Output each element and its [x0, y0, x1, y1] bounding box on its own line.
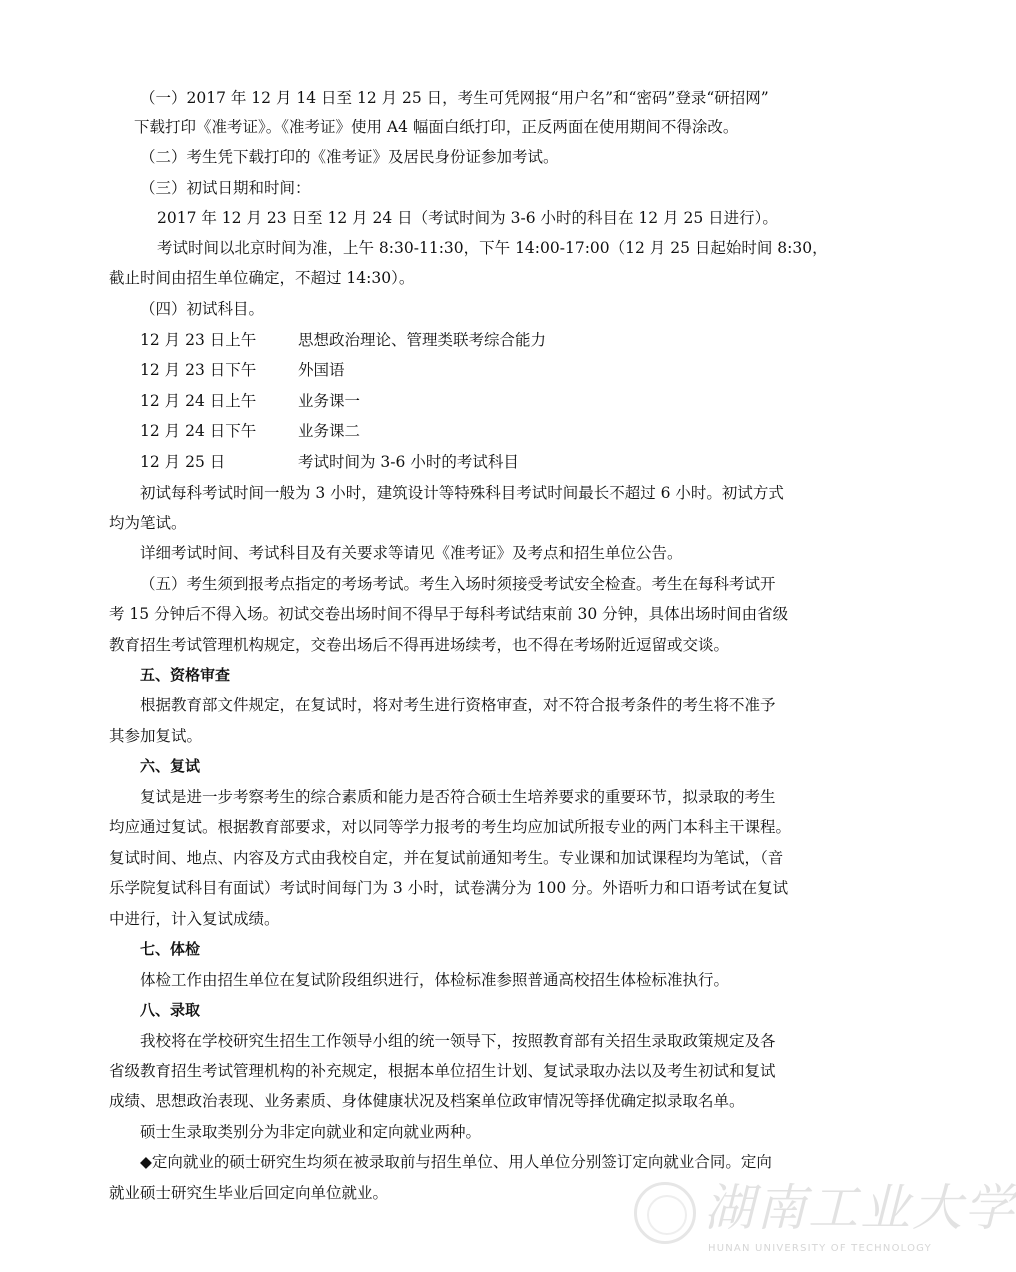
paragraph-line: 详细考试时间、考试科目及有关要求等请见《准考证》及考点和招生单位公告。	[140, 544, 683, 562]
paragraph-line: 乐学院复试科目有面试）考试时间每门为 3 小时，试卷满分为 100 分。外语听力和口语考试在复试	[109, 879, 789, 897]
paragraph-line: 均应通过复试。根据教育部要求，对以同等学力报考的考生均应加试所报专业的两门本科主干课程。	[109, 818, 792, 836]
paragraph-line: 下载打印《准考证》。《准考证》使用 A4 幅面白纸打印，正反两面在使用期间不得涂改。	[134, 118, 739, 136]
university-name-watermark: 湖南工业大学	[704, 1179, 1016, 1237]
paragraph-line: 考 15 分钟后不得入场。初试交卷出场时间不得早于每科考试结束前 30 分钟，具体出场时间由省级	[109, 605, 789, 623]
paragraph-line: 体检工作由招生单位在复试阶段组织进行，体检标准参照普通高校招生体检标准执行。	[140, 971, 730, 989]
paragraph-line: 截止时间由招生单位确定，不超过 14:30）。	[109, 269, 415, 287]
university-seal-watermark	[634, 1182, 696, 1244]
paragraph-line: 根据教育部文件规定，在复试时，将对考生进行资格审查，对不符合报考条件的考生将不准予	[140, 696, 776, 714]
paragraph-line: 中进行，计入复试成绩。	[109, 910, 280, 928]
schedule-subject: 业务课二	[298, 422, 361, 440]
paragraph-line: 复试是进一步考察考生的综合素质和能力是否符合硕士生培养要求的重要环节，拟录取的考生	[140, 788, 776, 806]
section-heading: 八、录取	[140, 1001, 201, 1019]
university-english-watermark: HUNAN UNIVERSITY OF TECHNOLOGY	[708, 1243, 932, 1254]
paragraph-line: 其参加复试。	[109, 727, 203, 745]
paragraph-line: 初试每科考试时间一般为 3 小时，建筑设计等特殊科目考试时间最长不超过 6 小时。初试方式	[140, 484, 784, 502]
schedule-subject: 业务课一	[298, 392, 361, 410]
section-heading: 五、资格审查	[140, 666, 231, 684]
schedule-date: 12 月 23 日下午	[140, 361, 257, 379]
schedule-subject: 考试时间为 3-6 小时的考试科目	[298, 453, 519, 471]
paragraph-line: 就业硕士研究生毕业后回定向单位就业。	[109, 1184, 389, 1202]
paragraph-line: ◆定向就业的硕士研究生均须在被录取前与招生单位、用人单位分别签订定向就业合同。定向	[140, 1153, 772, 1171]
schedule-date: 12 月 24 日上午	[140, 392, 257, 410]
paragraph-line: 成绩、思想政治表现、业务素质、身体健康状况及档案单位政审情况等择优确定拟录取名单。	[109, 1092, 745, 1110]
paragraph-line: （五）考生须到报考点指定的考场考试。考生入场时须接受考试安全检查。考生在每科考试开	[140, 575, 776, 593]
schedule-subject: 外国语	[298, 361, 345, 379]
paragraph-line: 我校将在学校研究生招生工作领导小组的统一领导下，按照教育部有关招生录取政策规定及各	[140, 1032, 776, 1050]
paragraph-line: （三）初试日期和时间：	[140, 179, 311, 197]
paragraph-line: （二）考生凭下载打印的《准考证》及居民身份证参加考试。	[140, 148, 559, 166]
paragraph-line: （一）2017 年 12 月 14 日至 12 月 25 日，考生可凭网报“用户名”和“密码”登录“研招网”	[140, 89, 769, 107]
paragraph-line: 2017 年 12 月 23 日至 12 月 24 日（考试时间为 3-6 小时的科目在 12 月 25 日进行）。	[157, 209, 778, 227]
paragraph-line: 教育招生考试管理机构规定，交卷出场后不得再进场续考，也不得在考场附近逗留或交谈。	[109, 636, 730, 654]
paragraph-line: 省级教育招生考试管理机构的补充规定，根据本单位招生计划、复试录取办法以及考生初试和复试	[109, 1062, 776, 1080]
paragraph-line: 均为笔试。	[109, 514, 187, 532]
paragraph-line: 复试时间、地点、内容及方式由我校自定，并在复试前通知考生。专业课和加试课程均为笔试，（音	[109, 849, 784, 867]
schedule-date: 12 月 23 日上午	[140, 331, 257, 349]
paragraph-line: 硕士生录取类别分为非定向就业和定向就业两种。	[140, 1123, 482, 1141]
section-heading: 六、复试	[140, 757, 201, 775]
schedule-date: 12 月 25 日	[140, 453, 226, 471]
paragraph-line: 考试时间以北京时间为准，上午 8:30-11:30，下午 14:00-17:00（12 月 25 日起始时间 8:30，	[157, 239, 828, 257]
schedule-date: 12 月 24 日下午	[140, 422, 257, 440]
paragraph-line: （四）初试科目。	[140, 300, 265, 318]
section-heading: 七、体检	[140, 940, 201, 958]
schedule-subject: 思想政治理论、管理类联考综合能力	[298, 331, 547, 349]
